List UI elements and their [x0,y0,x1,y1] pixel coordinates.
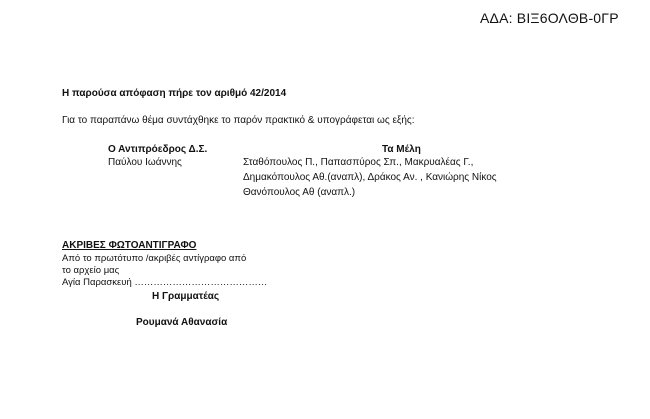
members-title: Τα Μέλη [382,144,421,155]
members-line: Δημακόπουλος Αθ.(αναπλ), Δράκος Αν. , Κανιώρης Νίκος [243,172,497,183]
certified-copy-line: Από το πρωτότυπο /ακριβές αντίγραφο από [62,253,247,264]
certified-copy-title: ΑΚΡΙΒΕΣ ΦΩΤΟΑΝΤΙΓΡΑΦΟ [62,240,197,251]
vice-president-name: Παύλου Ιωάννης [108,157,182,168]
members-line: Σταθόπουλος Π., Παπασπύρος Σπ., Μακρυαλέας Γ., [243,157,474,168]
secretary-title: Η Γραμματέας [152,291,220,302]
certified-copy-line: Αγία Παρασκευή …………………………………… [62,277,268,288]
intro-statement: Για το παραπάνω θέμα συντάχθηκε το παρόν πρακτικό & υπογράφεται ως εξής: [62,115,415,126]
vice-president-title: Ο Αντιπρόεδρος Δ.Σ. [108,144,208,155]
decision-number-statement: Η παρούσα απόφαση πήρε τον αριθμό 42/2014 [62,88,287,99]
members-line: Θανόπουλος Αθ (αναπλ.) [243,187,356,198]
secretary-name: Ρουμανά Αθανασία [136,317,228,328]
certified-copy-line: το αρχείο μας [62,265,120,276]
ada-code: ΑΔΑ: ΒΙΞ6ΟΛΘΒ-0ΓΡ [480,10,619,26]
